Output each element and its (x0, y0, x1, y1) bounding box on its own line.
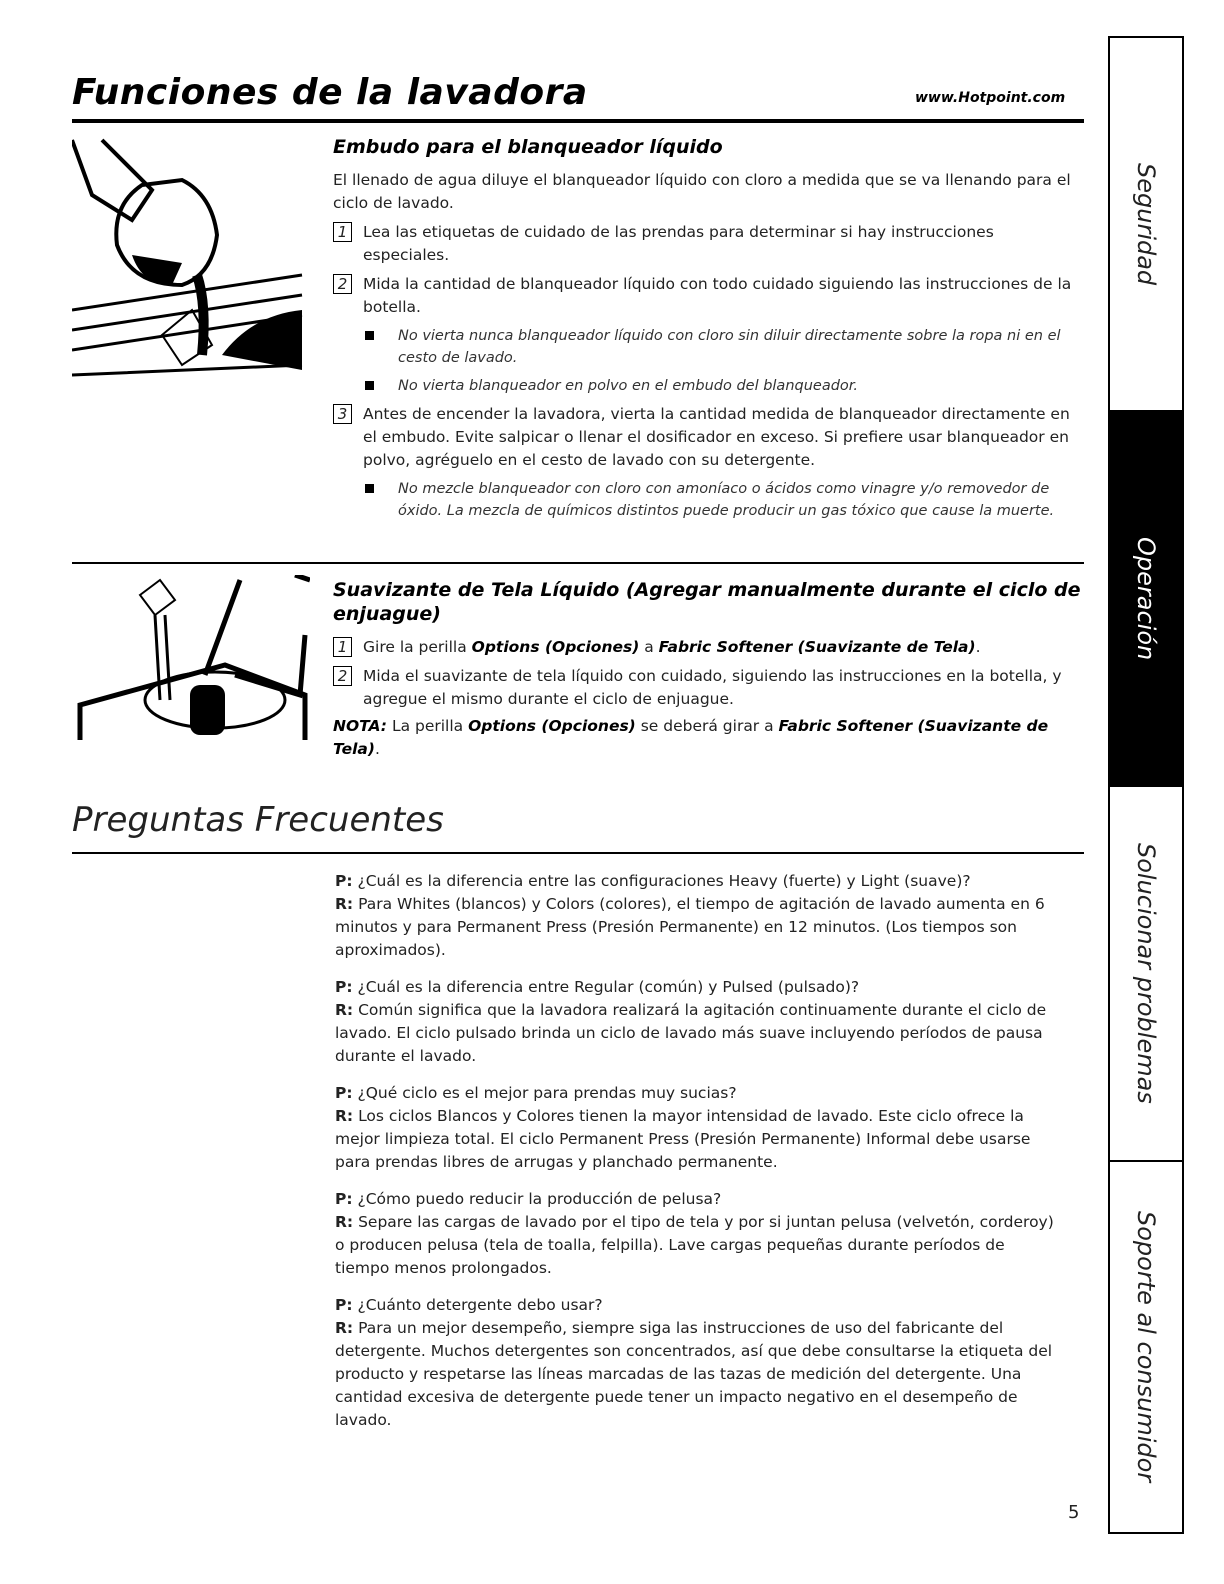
bullet-icon (365, 331, 374, 340)
answer-label: R: (335, 1319, 354, 1337)
question-label: P: (335, 978, 353, 996)
bleach-section (333, 135, 1083, 522)
faq-item (335, 1082, 1055, 1174)
tab-label: Soporte al consumidor (1132, 1211, 1160, 1483)
title-rule (72, 119, 1084, 123)
step-number: 2 (333, 666, 352, 686)
warning-bullet (333, 325, 1083, 369)
tab-solucionar-problemas[interactable] (1110, 787, 1182, 1162)
question-text: ¿Cuál es la diferencia entre Regular (común) y Pulsed (pulsado)? (352, 978, 860, 996)
question-label: P: (335, 1084, 353, 1102)
softener-heading: Suavizante de Tela Líquido (Agregar manualmente durante el ciclo de enjuague) (333, 579, 1081, 625)
note-text: se deberá girar a (635, 717, 779, 735)
question-label: P: (335, 1190, 353, 1208)
answer-label: R: (335, 895, 354, 913)
step-text: Lea las etiquetas de cuidado de las prendas para determinar si hay instrucciones especiales. (363, 223, 994, 264)
bullet-icon (365, 484, 374, 493)
answer-label: R: (335, 1001, 354, 1019)
question-text: ¿Cuánto detergente debo usar? (352, 1296, 603, 1314)
fabric-softener-illustration (75, 575, 310, 745)
step-text: Mida el suavizante de tela líquido con cuidado, siguiendo las instrucciones en la botella, y agregue el mismo durante el ciclo de enjuague. (363, 667, 1062, 708)
website-link[interactable]: www.Hotpoint.com (915, 90, 1066, 106)
answer-text: Los ciclos Blancos y Colores tienen la mayor intensidad de lavado. Este ciclo ofrece la mejor limpieza total. El ciclo Permanent Press (Presión Permanente) Informal debe usarse para prendas libres de arrugas y planchado permanente. (335, 1107, 1031, 1171)
step-text: Antes de encender la lavadora, vierta la cantidad medida de blanqueador directamente en el embudo. Evite salpicar o llenar el dosificador en exceso. Si prefiere usar blanqueador en polvo, agréguelo en el cesto de lavado con su detergente. (363, 405, 1070, 469)
softener-note (333, 715, 1083, 761)
bullet-text: No vierta blanqueador en polvo en el embudo del blanqueador. (398, 378, 859, 394)
question-text: ¿Qué ciclo es el mejor para prendas muy sucias? (352, 1084, 737, 1102)
step-number: 3 (333, 404, 352, 424)
step-text: Mida la cantidad de blanqueador líquido con todo cuidado siguiendo las instrucciones de la botella. (363, 275, 1072, 316)
step-text: a (639, 638, 659, 656)
warning-bullet (333, 375, 1083, 397)
bleach-pouring-illustration (72, 135, 312, 385)
answer-label: R: (335, 1107, 354, 1125)
step-number: 2 (333, 274, 352, 294)
softener-step-1 (333, 636, 1083, 659)
answer-text: Para Whites (blancos) y Colors (colores), el tiempo de agitación de lavado aumenta en 6 minutos y para Permanent Press (Presión Permanente) en 12 minutos. (Los tiempos son aproximados). (335, 895, 1045, 959)
answer-text: Común significa que la lavadora realizará la agitación continuamente durante el ciclo de lavado. El ciclo pulsado brinda un ciclo de lavado más suave incluyendo períodos de pausa durante el lavado. (335, 1001, 1047, 1065)
fabric-softener-label: Fabric Softener (Suavizante de Tela) (658, 638, 976, 656)
fabric-softener-label: Fabric Softener (Suavizante de Tela) (333, 717, 1049, 758)
question-text: ¿Cuál es la diferencia entre las configuraciones Heavy (fuerte) y Light (suave)? (352, 872, 971, 890)
tab-operacion[interactable] (1110, 412, 1182, 787)
answer-text: Separe las cargas de lavado por el tipo de tela y por si juntan pelusa (velvetón, corderoy) o producen pelusa (tela de toalla, felpilla). Lave cargas pequeñas durante períodos de tiempo menos prolongados. (335, 1213, 1054, 1277)
softener-section (333, 578, 1083, 761)
tab-seguridad[interactable] (1110, 38, 1182, 412)
tab-label: Seguridad (1132, 162, 1160, 286)
faq-list (335, 870, 1055, 1446)
warning-bullet (333, 478, 1083, 522)
bleach-intro: El llenado de agua diluye el blanqueador líquido con cloro a medida que se va llenando para el ciclo de lavado. (333, 171, 1071, 212)
note-text: . (374, 740, 380, 758)
bleach-heading: Embudo para el blanqueador líquido (333, 136, 723, 158)
step-text: Gire la perilla (363, 638, 472, 656)
step-3 (333, 403, 1083, 472)
section-tabs (1108, 36, 1184, 1534)
page-title: Funciones de la lavadora (72, 72, 588, 113)
faq-title: Preguntas Frecuentes (72, 800, 444, 840)
question-label: P: (335, 872, 353, 890)
tab-soporte-al-consumidor[interactable] (1110, 1162, 1182, 1532)
options-knob-label: Options (Opciones) (468, 717, 636, 735)
answer-label: R: (335, 1213, 354, 1231)
faq-rule (72, 852, 1084, 854)
note-label: NOTA: (333, 717, 388, 735)
options-knob-label: Options (Opciones) (471, 638, 640, 656)
faq-item (335, 870, 1055, 962)
question-label: P: (335, 1296, 353, 1314)
softener-step-2 (333, 665, 1083, 711)
bullet-icon (365, 381, 374, 390)
step-number: 1 (333, 637, 352, 657)
faq-item (335, 976, 1055, 1068)
bullet-text: No vierta nunca blanqueador líquido con cloro sin diluir directamente sobre la ropa ni en el cesto de lavado. (398, 328, 1061, 366)
step-2 (333, 273, 1083, 319)
page-number: 5 (1068, 1502, 1080, 1523)
answer-text: Para un mejor desempeño, siempre siga las instrucciones de uso del fabricante del detergente. Muchos detergentes son concentrados, así que debe consultarse la etiqueta del producto y respetarse las líneas marcadas de las tazas de medición del detergente. Una cantidad excesiva de detergente puede tener un impacto negativo en el desempeño de lavado. (335, 1319, 1053, 1429)
bullet-text: No mezcle blanqueador con cloro con amoníaco o ácidos como vinagre y/o removedor de óxido. La mezcla de químicos distintos puede producir un gas tóxico que cause la muerte. (398, 481, 1055, 519)
faq-item (335, 1294, 1055, 1432)
section-divider (72, 562, 1084, 564)
question-text: ¿Cómo puedo reducir la producción de pelusa? (352, 1190, 722, 1208)
faq-item (335, 1188, 1055, 1280)
tab-label: Operación (1132, 536, 1160, 661)
tab-label: Solucionar problemas (1132, 843, 1160, 1104)
step-text: . (975, 638, 981, 656)
step-number: 1 (333, 222, 352, 242)
note-text: La perilla (387, 717, 469, 735)
step-1 (333, 221, 1083, 267)
